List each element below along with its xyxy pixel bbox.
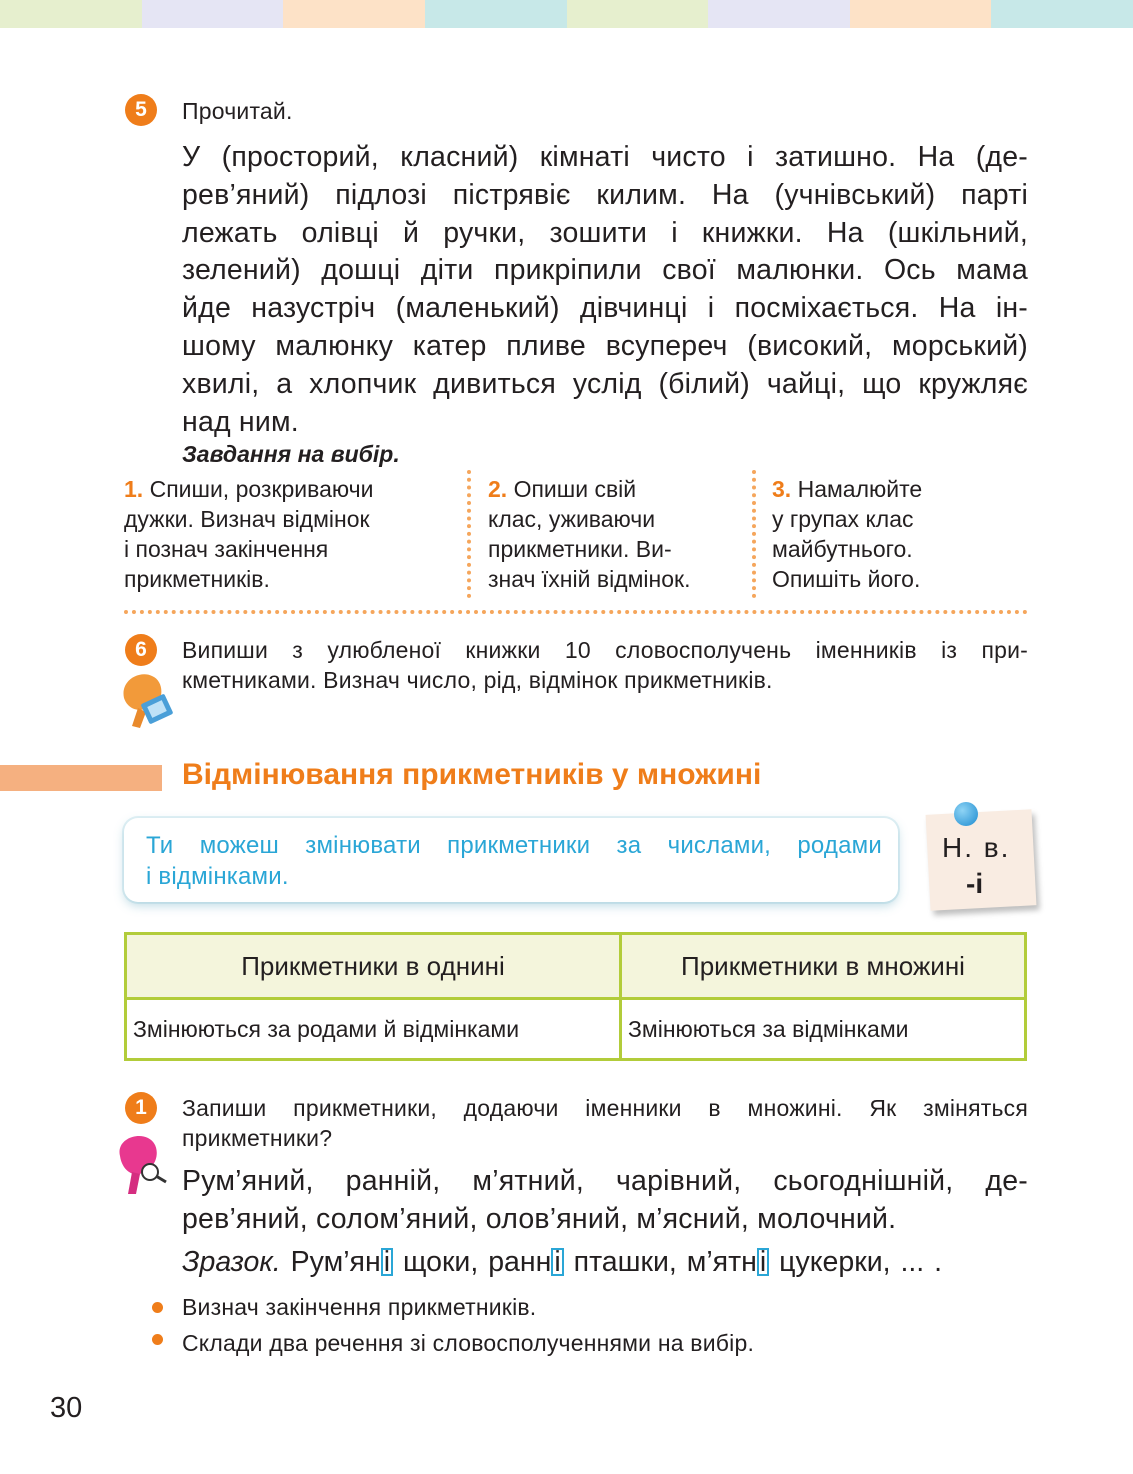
stripe-segment xyxy=(142,0,284,28)
table-header-cell: Прикметники в однині xyxy=(126,934,621,999)
choice-number: 3. xyxy=(772,476,792,502)
word-stem: ранн xyxy=(488,1246,552,1278)
text-line: прикметники? xyxy=(182,1125,333,1151)
exercise-5-instruction: Прочитай. xyxy=(182,98,293,124)
text-line: Запиши прикметники, додаючи іменники в множині. Як зміняться xyxy=(182,1095,1028,1121)
sample-noun: пташки, xyxy=(573,1246,677,1278)
ending-highlight: і xyxy=(551,1248,563,1276)
top-color-stripe xyxy=(0,0,1133,28)
section-title: Відмінювання прикметників у множині xyxy=(182,758,762,791)
exercise-5-text xyxy=(182,139,1028,441)
choice-line: дужки. Визнач відмінок xyxy=(124,506,370,532)
choice-line xyxy=(488,474,690,504)
choice-line: майбутнього. xyxy=(772,536,913,562)
word-stem: м’ятн xyxy=(686,1246,757,1278)
text-line: хвилі, а хлопчик дивиться услід (білий) чайці, що кружляє xyxy=(182,367,1028,400)
choice-line: знач їхній відмінок. xyxy=(488,566,691,592)
sample-line xyxy=(182,1244,942,1280)
text-line: У (просторий, класний) кімнаті чисто і затишно. На (де- xyxy=(182,141,1028,173)
exercise-1-instruction xyxy=(182,1093,1028,1153)
choice-text: Спиши, розкриваючи xyxy=(149,476,374,502)
sample-label: Зразок. xyxy=(182,1246,281,1278)
table-row xyxy=(126,999,1026,1060)
choice-3 xyxy=(772,474,922,594)
table-cell: Змінюються за відмінками xyxy=(621,999,1026,1060)
sample-word xyxy=(687,1246,770,1278)
stripe-segment xyxy=(0,0,142,28)
word-stem: Рум’ян xyxy=(290,1246,381,1278)
exercise-1-number: 1 xyxy=(125,1092,157,1124)
bullet-icon xyxy=(152,1334,163,1345)
info-line: Ти можеш змінювати прикметники за числами, родами xyxy=(146,832,882,859)
bullet-item: Склади два речення зі словосполученнями на вибір. xyxy=(182,1330,755,1356)
table-cell: Змінюються за родами й відмінками xyxy=(126,999,621,1060)
choice-line: і познач закінчення xyxy=(124,536,329,562)
stripe-segment xyxy=(425,0,567,28)
choice-2 xyxy=(488,474,690,594)
text-line: Випиши з улюбленої книжки 10 словосполучень іменників із при- xyxy=(182,637,1028,663)
info-box xyxy=(124,818,898,902)
choice-line: у групах клас xyxy=(772,506,914,532)
choice-1 xyxy=(124,474,373,594)
choice-line xyxy=(772,474,922,504)
text-line: Рум’яний, ранній, м’ятний, чарівний, сьогоднішній, де- xyxy=(182,1165,1028,1197)
pushpin-icon xyxy=(954,802,978,826)
stripe-segment xyxy=(283,0,425,28)
ending-highlight: і xyxy=(381,1248,393,1276)
text-line: шому малюнку катер пливе всупереч (високий, морський) xyxy=(182,329,1028,362)
exercise-6-number: 6 xyxy=(125,634,157,666)
note-case-label: Н. в. xyxy=(942,832,1011,863)
table-header-cell: Прикметники в множині xyxy=(621,934,1026,999)
choice-text: Опиши свій xyxy=(513,476,637,502)
sample-noun: щоки, xyxy=(402,1246,479,1278)
bullet-icon xyxy=(152,1302,163,1313)
stripe-segment xyxy=(991,0,1133,28)
table-header-row xyxy=(126,934,1026,999)
sample-word xyxy=(291,1246,393,1278)
exercise-6-text xyxy=(182,635,1028,695)
choice-title: Завдання на вибір. xyxy=(182,441,400,467)
choice-line: прикметники. Ви- xyxy=(488,536,672,562)
hand-writing-icon xyxy=(118,668,176,734)
note-ending: -і xyxy=(966,868,984,899)
choice-line: Опишіть його. xyxy=(772,566,921,592)
choice-line: клас, уживаючи xyxy=(488,506,656,532)
choice-number: 1. xyxy=(124,476,144,502)
stripe-segment xyxy=(850,0,992,28)
ending-highlight: і xyxy=(757,1248,769,1276)
exercise-5-number: 5 xyxy=(125,94,157,126)
info-text xyxy=(146,830,882,892)
choice-text: Намалюйте xyxy=(797,476,923,502)
choice-line xyxy=(124,474,373,504)
sample-noun: цукерки, xyxy=(779,1246,891,1278)
text-line: рев’яний) підлозі пістрявіє килим. На (учнівський) парті xyxy=(182,178,1028,211)
stripe-segment xyxy=(567,0,709,28)
hand-magnifier-icon xyxy=(110,1132,170,1202)
exercise-1-words xyxy=(182,1163,1028,1239)
choice-divider xyxy=(467,470,471,598)
text-line: рев’яний, солом’яний, олов’яний, м’ясний, молочний. xyxy=(182,1202,897,1235)
choice-line: прикметників. xyxy=(124,566,270,592)
sample-tail: ... . xyxy=(900,1246,943,1278)
text-line: лежать олівці й ручки, зошити і книжки. На (шкільний, xyxy=(182,216,1028,249)
text-line: кметниками. Визнач число, рід, відмінок прикметників. xyxy=(182,667,773,693)
bullet-item: Визнач закінчення прикметників. xyxy=(182,1294,537,1320)
choice-divider xyxy=(752,470,756,598)
choice-number: 2. xyxy=(488,476,508,502)
text-line: зелений) дошці діти прикріпили свої малюнки. Ось мама xyxy=(182,254,1028,287)
text-line: над ним. xyxy=(182,405,299,438)
page-number: 30 xyxy=(50,1392,83,1424)
stripe-segment xyxy=(708,0,850,28)
section-accent-bar xyxy=(0,765,162,791)
dotted-separator xyxy=(124,610,1028,614)
sample-word xyxy=(488,1246,564,1278)
text-line: йде назустріч (маленький) дівчинці і посміхається. На ін- xyxy=(182,292,1028,325)
info-line: і відмінками. xyxy=(146,863,289,890)
comparison-table xyxy=(124,932,1027,1061)
